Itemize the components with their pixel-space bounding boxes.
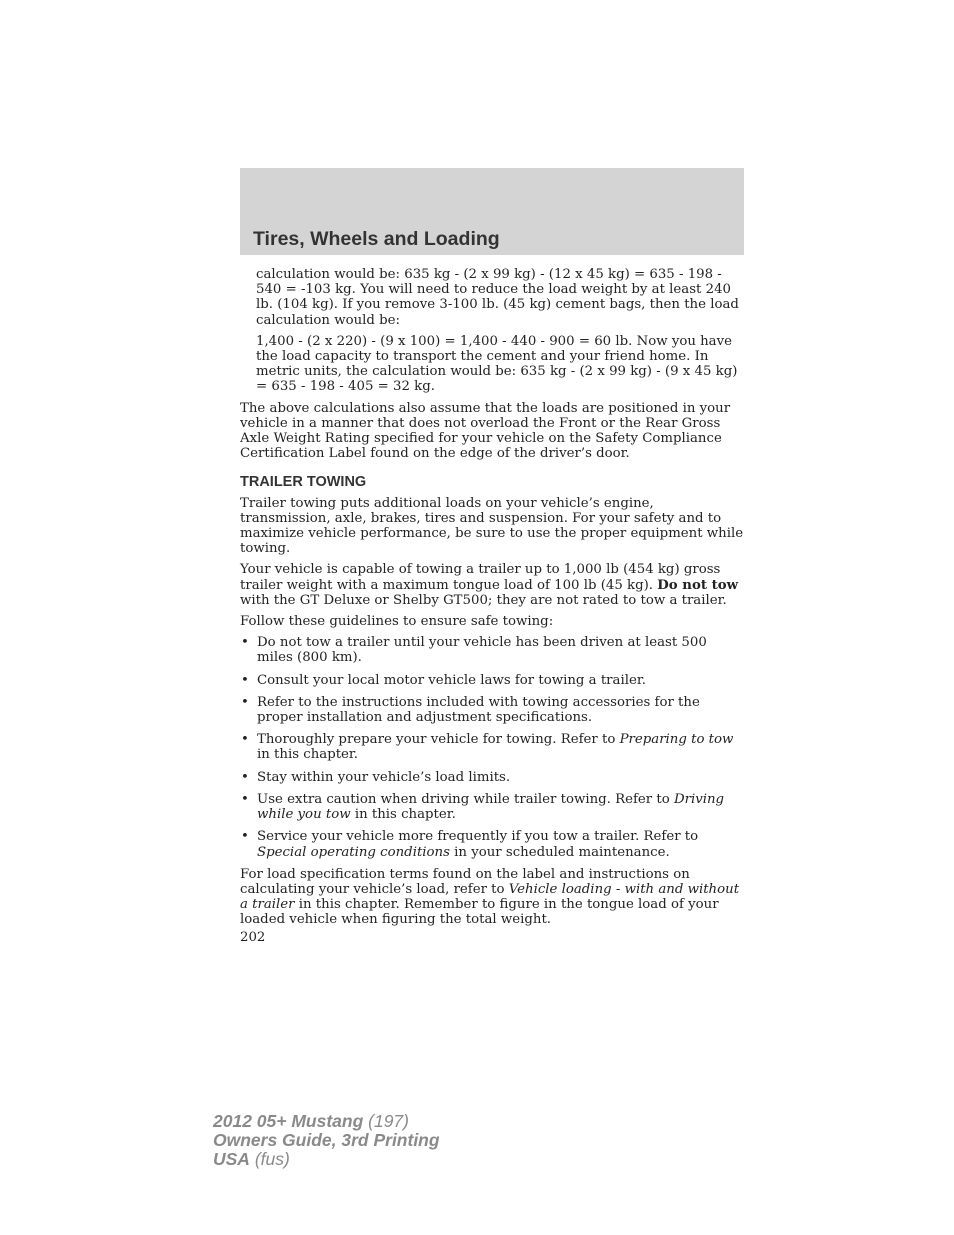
- do-not-tow-warning: Do not tow: [657, 577, 739, 593]
- list-item-text: Thoroughly prepare your vehicle for towing. Refer to: [257, 732, 620, 748]
- towing-capacity-text-end: with the GT Deluxe or Shelby GT500; they are not rated to tow a trailer.: [240, 592, 727, 608]
- cross-reference-driving-while-you-tow: Driving while you tow: [257, 791, 725, 823]
- calculation-paragraph-2: 1,400 - (2 x 220) - (9 x 100) = 1,400 - 440 - 900 = 60 lb. Now you have the load capacity to transport the cement and your friend home. In metric units, the calculation would be: 635 kg - (2 x 99 kg) - (9 x 45 kg) = 635 - 198 - 405 = 32 kg.: [256, 333, 738, 395]
- page-body: [240, 267, 744, 945]
- list-item: [240, 732, 744, 762]
- load-specification-text-end: in this chapter. Remember to figure in the tongue load of your loaded vehicle when figuring the total weight.: [240, 897, 719, 928]
- bullet-icon: •: [241, 829, 249, 845]
- towing-guidelines-list: [240, 635, 744, 859]
- list-item-text-end: in your scheduled maintenance.: [449, 844, 670, 860]
- list-item-text: Do not tow a trailer until your vehicle has been driven at least 500 miles (800 km).: [257, 635, 707, 666]
- calculation-assumption-paragraph: The above calculations also assume that the loads are positioned in your vehicle in a manner that does not overload the Front or the Rear Gross Axle Weight Rating specified for your vehicle on the Safety Compliance Certification Label found on the edge of the driver’s door.: [240, 400, 731, 462]
- towing-capacity-text: Your vehicle is capable of towing a trailer up to 1,000 lb (454 kg) gross trailer weight with a maximum tongue load of 100 lb (45 kg).: [240, 562, 721, 593]
- bullet-icon: •: [241, 635, 249, 651]
- section-title: Tires, Wheels and Loading: [253, 228, 500, 250]
- list-item-text-end: in this chapter.: [350, 807, 456, 823]
- bullet-icon: •: [241, 732, 249, 748]
- list-item-text: Service your vehicle more frequently if you tow a trailer. Refer to: [257, 829, 699, 845]
- list-item-text: Use extra caution when driving while trailer towing. Refer to: [257, 791, 674, 807]
- list-item: [240, 770, 744, 785]
- footer-line-3: [213, 1150, 440, 1169]
- bullet-icon: •: [241, 791, 249, 807]
- footer-market: USA: [213, 1149, 250, 1169]
- footer-market-code: (fus): [249, 1149, 290, 1169]
- footer-line-1: [213, 1112, 440, 1131]
- cross-reference-preparing-to-tow: Preparing to tow: [619, 732, 734, 748]
- guidelines-intro: Follow these guidelines to ensure safe towing:: [240, 614, 554, 630]
- bullet-icon: •: [241, 672, 249, 688]
- cross-reference-special-operating-conditions: Special operating conditions: [257, 844, 450, 860]
- list-item-text: Refer to the instructions included with towing accessories for the proper installation and adjustment specifications.: [257, 694, 700, 726]
- footer-model-code: (197): [363, 1111, 409, 1131]
- bullet-icon: •: [241, 694, 249, 710]
- trailer-towing-intro-paragraph: Trailer towing puts additional loads on your vehicle’s engine, transmission, axle, brakes, tires and suspension. For your safety and to maximize vehicle performance, be sure to use the proper equipment while towing.: [240, 495, 744, 557]
- bullet-icon: •: [241, 769, 249, 785]
- list-item: [240, 635, 744, 665]
- calculation-paragraph-1: calculation would be: 635 kg - (2 x 99 kg) - (12 x 45 kg) = 635 - 198 - 540 = -103 kg. You will need to reduce the load weight by at least 240 lb. (104 kg). If you remove 3-100 lb. (45 kg) cement bags, then the load calculation would be:: [256, 267, 739, 328]
- footer-guide-edition: Owners Guide, 3rd Printing: [213, 1130, 440, 1150]
- list-item: [240, 695, 744, 725]
- load-specification-text: For load specification terms found on the label and instructions on calculating your vehicle’s load, refer to: [240, 866, 690, 897]
- footer-model: 2012 05+ Mustang: [213, 1111, 364, 1131]
- trailer-towing-heading: TRAILER TOWING: [240, 474, 367, 491]
- list-item-text-end: in this chapter.: [257, 747, 359, 763]
- document-footer: [213, 1112, 440, 1169]
- list-item-text: Consult your local motor vehicle laws for towing a trailer.: [257, 672, 646, 688]
- list-item: [240, 829, 744, 859]
- footer-line-2: [213, 1131, 440, 1150]
- list-item: [240, 673, 744, 688]
- cross-reference-vehicle-loading: Vehicle loading - with and without a trailer: [240, 881, 740, 913]
- towing-capacity-paragraph: [240, 562, 744, 608]
- list-item: [240, 792, 744, 822]
- list-item-text: Stay within your vehicle’s load limits.: [257, 769, 511, 785]
- page-number: 202: [240, 929, 266, 945]
- load-specification-paragraph: [240, 867, 744, 928]
